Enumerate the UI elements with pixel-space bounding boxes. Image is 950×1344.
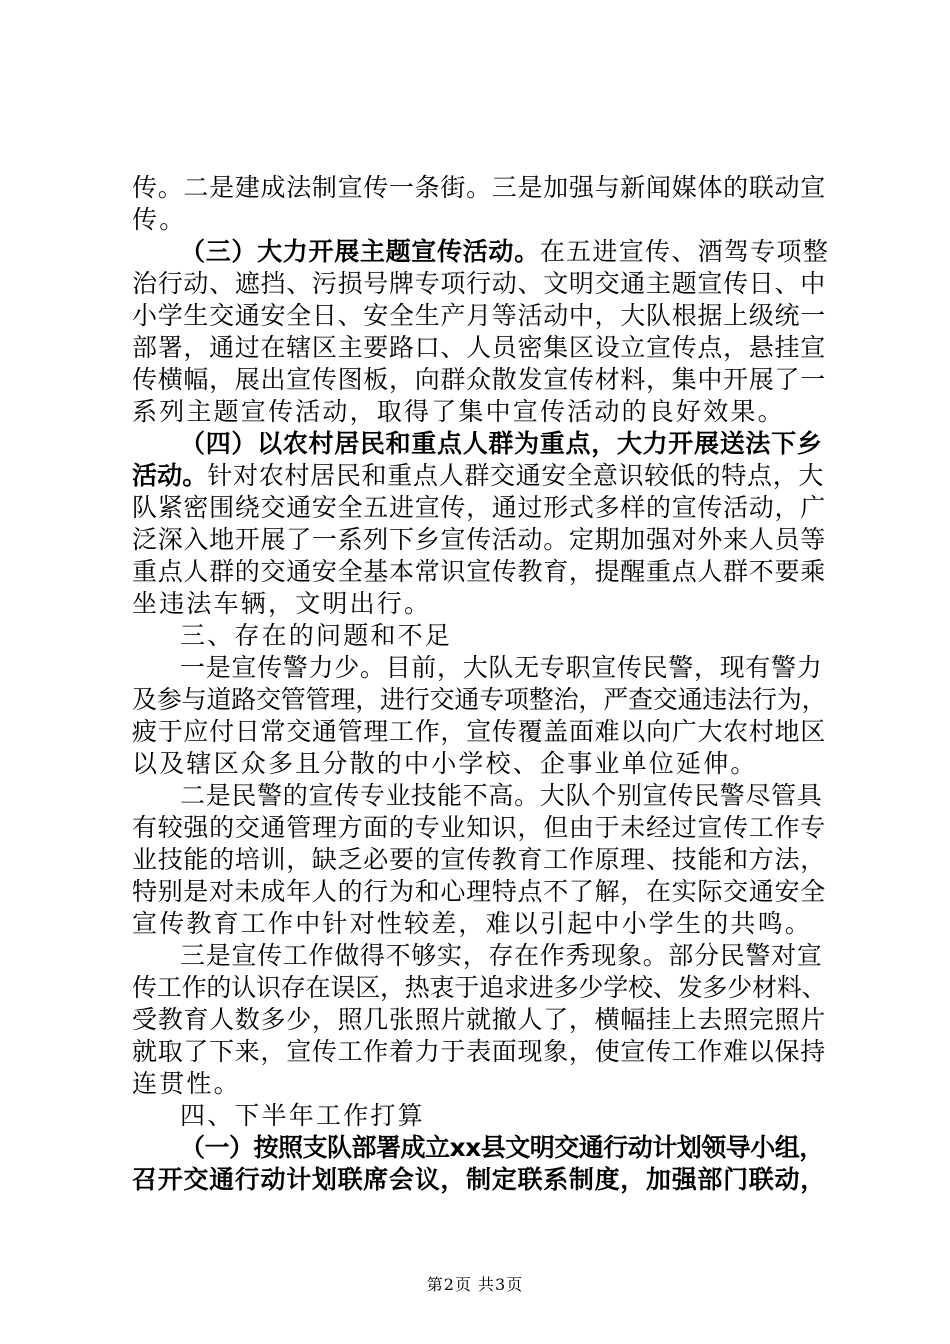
paragraph-line — [180, 428, 823, 460]
section-title — [180, 620, 452, 652]
paragraph-line — [132, 364, 826, 396]
line-text: 特别是对未成年人的行为和心理特点不了解，在实际交通安全 — [132, 877, 826, 906]
paragraph-line — [132, 716, 826, 748]
paragraph-line — [132, 684, 826, 716]
line-text: 及参与道路交管管理，进行交通专项整治，严查交通违法行为， — [132, 685, 827, 714]
paragraph-line — [132, 332, 826, 364]
line-text: 重点人群的交通安全基本常识宣传教育，提醒重点人群不要乘 — [132, 557, 826, 586]
section-heading-4: （四）以农村居民和重点人群为重点，大力开展送法下乡 — [180, 429, 823, 458]
line-text: 针对农村居民和重点人群交通安全意识较低的特点，大 — [207, 461, 825, 490]
page-footer — [0, 1275, 950, 1295]
paragraph-line — [132, 300, 826, 332]
section-title-text: 四、下半年工作打算 — [180, 1101, 425, 1130]
section-title — [180, 1100, 425, 1132]
paragraph-line — [132, 268, 826, 300]
line-text: 传工作的认识存在误区，热衷于追求进多少学校、发多少材料、 — [132, 973, 827, 1002]
paragraph-line — [132, 172, 826, 204]
line-text: 队紧密围绕交通安全五进宣传，通过形式多样的宣传活动，广 — [132, 493, 826, 522]
line-text: 以及辖区众多且分散的中小学校、企事业单位延伸。 — [132, 749, 758, 778]
line-text: 传横幅，展出宣传图板，向群众散发宣传材料，集中开展了一 — [132, 365, 826, 394]
paragraph-line — [132, 204, 186, 236]
paragraph-line — [180, 236, 829, 268]
paragraph-line — [180, 1132, 824, 1164]
paragraph-line — [132, 1164, 826, 1196]
paragraph-line — [132, 876, 826, 908]
line-text: 小学生交通安全日、安全生产月等活动中，大队根据上级统一 — [132, 301, 826, 330]
line-text: 治行动、遮挡、污损号牌专项行动、文明交通主题宣传日、中 — [132, 269, 826, 298]
line-text: 疲于应付日常交通管理工作，宣传覆盖面难以向广大农村地区 — [132, 717, 826, 746]
line-text: 一是宣传警力少。目前，大队无专职宣传民警，现有警力 — [180, 653, 823, 682]
line-text: 传。 — [132, 205, 187, 234]
paragraph-line — [180, 940, 823, 972]
section-title-text: 三、存在的问题和不足 — [180, 621, 453, 650]
page-number: 第2页 共3页 — [426, 1275, 524, 1294]
section-heading-4-tail: 活动。 — [132, 461, 208, 490]
paragraph-line — [132, 396, 785, 428]
paragraph-line — [132, 972, 826, 1004]
paragraph-line — [132, 812, 826, 844]
line-text: 三是宣传工作做得不够实，存在作秀现象。部分民警对宣 — [180, 941, 823, 970]
paragraph-line — [132, 908, 812, 940]
section-heading-3: （三）大力开展主题宣传活动。 — [180, 237, 540, 266]
paragraph-line — [132, 492, 826, 524]
paragraph-line — [132, 1004, 826, 1036]
line-text: 传。二是建成法制宣传一条街。三是加强与新闻媒体的联动宣 — [132, 173, 826, 202]
line-text: 坐违法车辆，文明出行。 — [132, 589, 432, 618]
bold-item-text: （一）按照支队部署成立xx县文明交通行动计划领导小组， — [180, 1133, 824, 1162]
paragraph-line — [180, 780, 823, 812]
paragraph-line — [132, 460, 824, 492]
line-text: 在五进宣传、酒驾专项整 — [539, 237, 830, 266]
paragraph-line — [132, 588, 431, 620]
paragraph-line — [180, 652, 823, 684]
paragraph-line — [132, 844, 826, 876]
line-text: 连贯性。 — [132, 1069, 241, 1098]
line-text: 就取了下来，宣传工作着力于表面现象，使宣传工作难以保持 — [132, 1037, 826, 1066]
line-text: 宣传教育工作中针对性较差，难以引起中小学生的共鸣。 — [132, 909, 813, 938]
paragraph-line — [132, 748, 758, 780]
paragraph-line — [132, 556, 826, 588]
line-text: 二是民警的宣传专业技能不高。大队个别宣传民警尽管具 — [180, 781, 823, 810]
line-text: 部署，通过在辖区主要路口、人员密集区设立宣传点，悬挂宣 — [132, 333, 826, 362]
line-text: 泛深入地开展了一系列下乡宣传活动。定期加强对外来人员等 — [132, 525, 826, 554]
line-text: 业技能的培训，缺乏必要的宣传教育工作原理、技能和方法， — [132, 845, 826, 874]
line-text: 受教育人数多少，照几张照片就撤人了，横幅挂上去照完照片 — [132, 1005, 826, 1034]
line-text: 系列主题宣传活动，取得了集中宣传活动的良好效果。 — [132, 397, 785, 426]
paragraph-line — [132, 1068, 241, 1100]
paragraph-line — [132, 1036, 826, 1068]
line-text: 有较强的交通管理方面的专业知识，但由于未经过宣传工作专 — [132, 813, 826, 842]
paragraph-line — [132, 524, 826, 556]
bold-item-text: 召开交通行动计划联席会议，制定联系制度，加强部门联动， — [132, 1165, 826, 1194]
